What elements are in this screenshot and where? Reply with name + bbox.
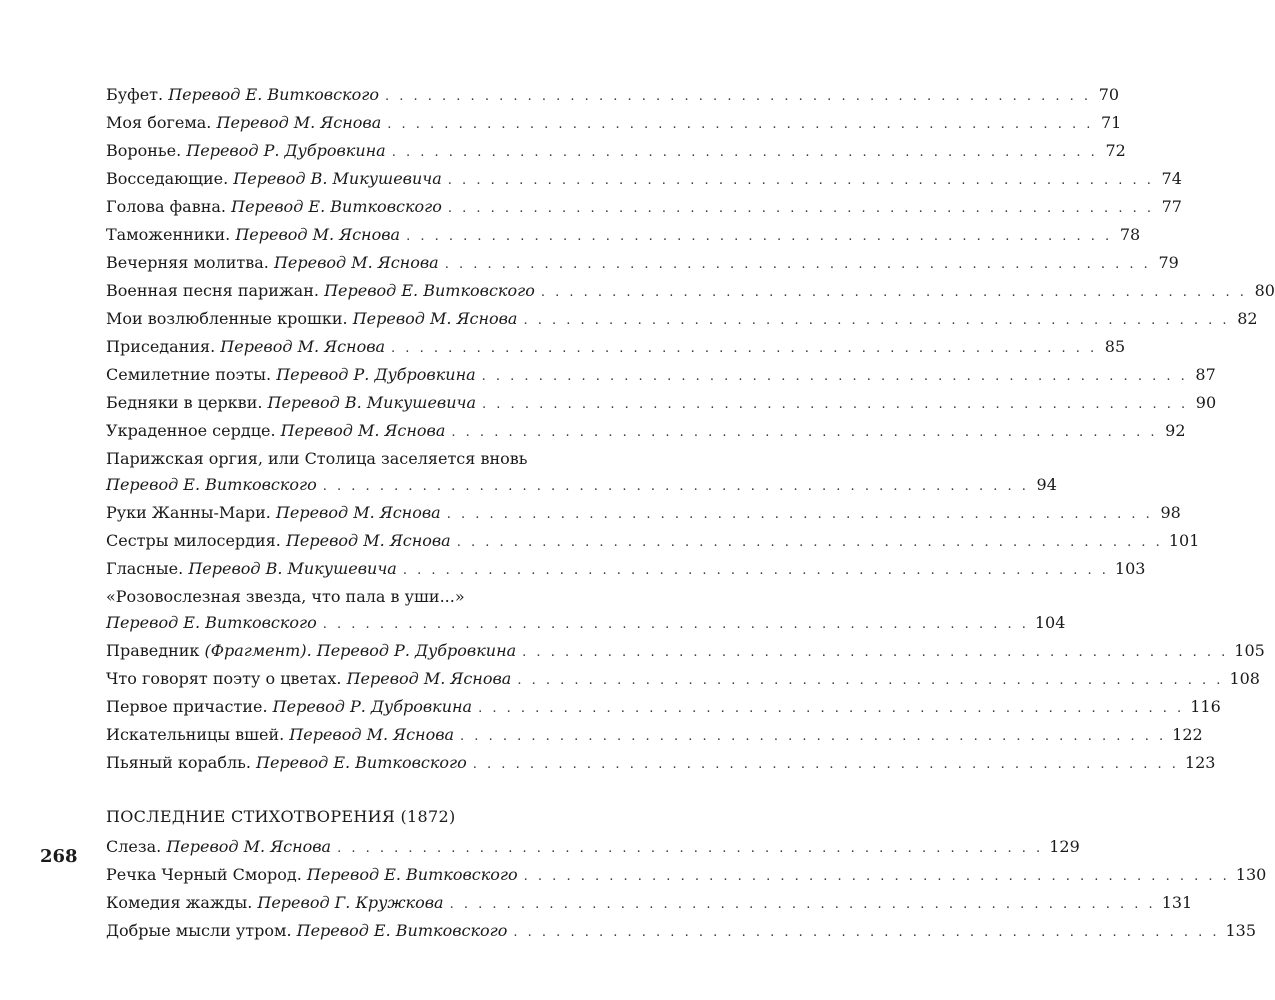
entry-page: 72 bbox=[1105, 141, 1126, 160]
entry-title: Мои возлюбленные крошки. bbox=[106, 309, 348, 328]
toc-entry bbox=[106, 278, 1275, 306]
page-number: 268 bbox=[40, 846, 78, 867]
entry-translator: Перевод М. Яснова bbox=[275, 503, 441, 522]
dot-leader: . . . . . . . . . . . . . . . . . . . . . . . . . . . . . . . . . . . . . . . . . . . . . . . . . . bbox=[522, 645, 1229, 660]
entry-title: Восседающие. bbox=[106, 169, 229, 188]
entry-translator: Перевод Г. Кружкова bbox=[257, 893, 444, 912]
dot-leader: . . . . . . . . . . . . . . . . . . . . . . . . . . . . . . . . . . . . . . . . . . . . . . . . . . bbox=[322, 617, 1029, 632]
entry-page: 90 bbox=[1195, 393, 1217, 412]
entry-title: Военная песня парижан. bbox=[106, 281, 319, 300]
entry-title: Буфет. bbox=[106, 85, 164, 104]
entry-row bbox=[106, 918, 1257, 946]
toc-entry bbox=[106, 306, 1258, 334]
dot-leader: . . . . . . . . . . . . . . . . . . . . . . . . . . . . . . . . . . . . . . . . . . . . . . . . . . bbox=[447, 173, 1154, 188]
entry-page: 79 bbox=[1158, 253, 1179, 272]
dot-leader: . . . . . . . . . . . . . . . . . . . . . . . . . . . . . . . . . . . . . . . . . . . . . . . . . . bbox=[513, 925, 1220, 940]
entry-title: Праведник bbox=[106, 641, 200, 660]
entry-page: 80 bbox=[1254, 281, 1275, 300]
toc-entry bbox=[106, 362, 1216, 390]
entry-row bbox=[106, 666, 1260, 694]
entry-row bbox=[106, 500, 1181, 528]
dot-leader: . . . . . . . . . . . . . . . . . . . . . . . . . . . . . . . . . . . . . . . . . . . . . . . . . . bbox=[387, 117, 1094, 132]
entry-translator: Перевод В. Микушевича bbox=[188, 559, 397, 578]
entry-title: Искательницы вшей. bbox=[106, 725, 285, 744]
entry-row bbox=[106, 362, 1216, 390]
entry-page: 101 bbox=[1168, 531, 1200, 550]
entry-page: 108 bbox=[1229, 669, 1260, 688]
dot-leader: . . . . . . . . . . . . . . . . . . . . . . . . . . . . . . . . . . . . . . . . . . . . . . . . . . bbox=[384, 89, 1092, 104]
entry-row bbox=[106, 722, 1203, 750]
entry-translator: Перевод М. Яснова bbox=[166, 837, 332, 856]
entry-row bbox=[106, 472, 1057, 500]
dot-leader: . . . . . . . . . . . . . . . . . . . . . . . . . . . . . . . . . . . . . . . . . . . . . . . . . . bbox=[460, 729, 1167, 744]
table-of-contents bbox=[106, 82, 1275, 946]
dot-leader: . . . . . . . . . . . . . . . . . . . . . . . . . . . . . . . . . . . . . . . . . . . . . . . . . . bbox=[322, 479, 1029, 494]
entry-title: Семилетние поэты. bbox=[106, 365, 272, 384]
entry-title: «Розовослезная звезда, что пала в уши...» bbox=[106, 587, 465, 606]
toc-entry bbox=[106, 194, 1182, 222]
entry-translator: Перевод Е. Витковского bbox=[324, 281, 535, 300]
dot-leader: . . . . . . . . . . . . . . . . . . . . . . . . . . . . . . . . . . . . . . . . . . . . . . . . . . bbox=[337, 841, 1044, 856]
entry-row bbox=[106, 250, 1179, 278]
entry-page: 105 bbox=[1234, 641, 1265, 660]
toc-entry bbox=[106, 918, 1257, 946]
dot-leader: . . . . . . . . . . . . . . . . . . . . . . . . . . . . . . . . . . . . . . . . . . . . . . . . . . bbox=[481, 369, 1188, 384]
entry-title: Бедняки в церкви. bbox=[106, 393, 263, 412]
entry-page: 74 bbox=[1161, 169, 1182, 188]
entry-translator: Перевод Е. Витковского bbox=[231, 197, 442, 216]
entry-page: 104 bbox=[1034, 613, 1066, 632]
entry-page: 78 bbox=[1119, 225, 1141, 244]
entry-translator: Перевод Е. Витковского bbox=[256, 753, 467, 772]
dot-leader: . . . . . . . . . . . . . . . . . . . . . . . . . . . . . . . . . . . . . . . . . . . . . . . . . . bbox=[406, 229, 1113, 244]
toc-entry bbox=[106, 138, 1126, 166]
entry-row bbox=[106, 528, 1200, 556]
toc-entry bbox=[106, 750, 1216, 778]
entry-page: 82 bbox=[1237, 309, 1258, 328]
entry-page: 103 bbox=[1114, 559, 1146, 578]
entry-row bbox=[106, 750, 1216, 778]
entry-title: Первое причастие. bbox=[106, 697, 268, 716]
entry-page: 130 bbox=[1235, 865, 1267, 884]
entry-page: 94 bbox=[1036, 475, 1057, 494]
entry-title: Моя богема. bbox=[106, 113, 212, 132]
entry-translator: Перевод М. Яснова bbox=[235, 225, 401, 244]
entry-translator: Перевод Е. Витковского bbox=[168, 85, 379, 104]
entry-row bbox=[106, 334, 1126, 362]
entry-translator: Перевод Е. Витковского bbox=[296, 921, 508, 940]
dot-leader: . . . . . . . . . . . . . . . . . . . . . . . . . . . . . . . . . . . . . . . . . . . . . . . . . . bbox=[451, 425, 1158, 440]
entry-row bbox=[106, 222, 1141, 250]
entry-page: 85 bbox=[1104, 337, 1126, 356]
entry-title: Комедия жажды. bbox=[106, 893, 253, 912]
toc-entry bbox=[106, 446, 1057, 500]
dot-leader: . . . . . . . . . . . . . . . . . . . . . . . . . . . . . . . . . . . . . . . . . . . . . . . . . . bbox=[444, 257, 1151, 272]
entry-title: Руки Жанны-Мари. bbox=[106, 503, 271, 522]
toc-entry bbox=[106, 890, 1193, 918]
entry-row bbox=[106, 138, 1126, 166]
dot-leader: . . . . . . . . . . . . . . . . . . . . . . . . . . . . . . . . . . . . . . . . . . . . . . . . . . bbox=[391, 341, 1098, 356]
entry-title: Парижская оргия, или Столица заселяется вновь bbox=[106, 449, 528, 468]
entry-page: 129 bbox=[1049, 837, 1080, 856]
entry-row bbox=[106, 390, 1217, 418]
entry-row bbox=[106, 694, 1221, 722]
entry-title: Украденное сердце. bbox=[106, 421, 276, 440]
entry-page: 77 bbox=[1161, 197, 1182, 216]
entry-page: 71 bbox=[1101, 113, 1122, 132]
toc-entry bbox=[106, 638, 1265, 666]
entry-title: Что говорят поэту о цветах. bbox=[106, 669, 342, 688]
entry-row bbox=[106, 306, 1258, 334]
entry-translator: Перевод М. Яснова bbox=[352, 309, 518, 328]
toc-entry bbox=[106, 500, 1181, 528]
entry-title: Сестры милосердия. bbox=[106, 531, 281, 550]
entry-page: 123 bbox=[1184, 753, 1216, 772]
toc-entry bbox=[106, 82, 1120, 110]
dot-leader: . . . . . . . . . . . . . . . . . . . . . . . . . . . . . . . . . . . . . . . . . . . . . . . . . . bbox=[523, 313, 1230, 328]
entry-page: 122 bbox=[1172, 725, 1203, 744]
entry-subtitle: (Фрагмент). bbox=[204, 641, 312, 660]
entry-title: Гласные. bbox=[106, 559, 184, 578]
entry-translator: Перевод М. Яснова bbox=[289, 725, 455, 744]
toc-entry bbox=[106, 556, 1146, 584]
dot-leader: . . . . . . . . . . . . . . . . . . . . . . . . . . . . . . . . . . . . . . . . . . . . . . . . . . bbox=[447, 201, 1154, 216]
entry-translator: Перевод М. Яснова bbox=[285, 531, 451, 550]
dot-leader: . . . . . . . . . . . . . . . . . . . . . . . . . . . . . . . . . . . . . . . . . . . . . . . . . . bbox=[482, 397, 1189, 412]
entry-title: Речка Черный Смород. bbox=[106, 865, 302, 884]
dot-leader: . . . . . . . . . . . . . . . . . . . . . . . . . . . . . . . . . . . . . . . . . . . . . . . . . . bbox=[523, 869, 1230, 884]
entry-row bbox=[106, 166, 1182, 194]
toc-entry bbox=[106, 528, 1200, 556]
entry-page: 135 bbox=[1225, 921, 1257, 940]
toc-entry bbox=[106, 334, 1126, 362]
toc-entry bbox=[106, 834, 1080, 862]
entry-translator: Перевод В. Микушевича bbox=[267, 393, 477, 412]
entry-page: 131 bbox=[1161, 893, 1193, 912]
entry-page: 98 bbox=[1160, 503, 1181, 522]
entry-translator: Перевод М. Яснова bbox=[220, 337, 386, 356]
entry-translator: Перевод М. Яснова bbox=[346, 669, 512, 688]
toc-entry bbox=[106, 390, 1217, 418]
toc-entry bbox=[106, 222, 1141, 250]
entry-translator: Перевод В. Микушевича bbox=[233, 169, 442, 188]
entry-page: 116 bbox=[1190, 697, 1221, 716]
entry-translator: Перевод Е. Витковского bbox=[306, 865, 518, 884]
entry-page: 92 bbox=[1165, 421, 1186, 440]
toc-section-1 bbox=[106, 82, 1275, 778]
entry-translator: Перевод Р. Дубровкина bbox=[272, 697, 473, 716]
toc-entry bbox=[106, 722, 1203, 750]
toc-entry bbox=[106, 694, 1221, 722]
entry-row bbox=[106, 638, 1265, 666]
toc-entry bbox=[106, 862, 1267, 890]
toc-section-2 bbox=[106, 834, 1267, 946]
toc-entry bbox=[106, 110, 1122, 138]
entry-row bbox=[106, 82, 1120, 110]
entry-title: Приседания. bbox=[106, 337, 216, 356]
entry-translator: Перевод Р. Дубровкина bbox=[186, 141, 386, 160]
entry-title: Вечерняя молитва. bbox=[106, 253, 269, 272]
dot-leader: . . . . . . . . . . . . . . . . . . . . . . . . . . . . . . . . . . . . . . . . . . . . . . . . . . bbox=[478, 701, 1185, 716]
entry-title: Таможенники. bbox=[106, 225, 231, 244]
entry-row bbox=[106, 556, 1146, 584]
entry-row bbox=[106, 194, 1182, 222]
entry-translator: Перевод Е. Витковского bbox=[106, 613, 317, 632]
entry-page: 87 bbox=[1195, 365, 1216, 384]
entry-title: Добрые мысли утром. bbox=[106, 921, 292, 940]
dot-leader: . . . . . . . . . . . . . . . . . . . . . . . . . . . . . . . . . . . . . . . . . . . . . . . . . . bbox=[402, 563, 1109, 578]
entry-title: Пьяный корабль. bbox=[106, 753, 251, 772]
toc-entry bbox=[106, 418, 1186, 446]
entry-row bbox=[106, 278, 1275, 306]
toc-entry bbox=[106, 166, 1182, 194]
dot-leader: . . . . . . . . . . . . . . . . . . . . . . . . . . . . . . . . . . . . . . . . . . . . . . . . . . bbox=[517, 673, 1224, 688]
entry-row bbox=[106, 418, 1186, 446]
toc-entry bbox=[106, 250, 1179, 278]
entry-row bbox=[106, 110, 1122, 138]
dot-leader: . . . . . . . . . . . . . . . . . . . . . . . . . . . . . . . . . . . . . . . . . . . . . . . . . . bbox=[449, 897, 1156, 912]
entry-row bbox=[106, 834, 1080, 862]
toc-entry bbox=[106, 666, 1260, 694]
entry-title: Голова фавна. bbox=[106, 197, 227, 216]
entry-row bbox=[106, 610, 1066, 638]
entry-row bbox=[106, 890, 1193, 918]
entry-row bbox=[106, 862, 1267, 890]
toc-entry bbox=[106, 584, 1066, 638]
dot-leader: . . . . . . . . . . . . . . . . . . . . . . . . . . . . . . . . . . . . . . . . . . . . . . . . . . bbox=[456, 535, 1163, 550]
entry-translator: Перевод Е. Витковского bbox=[106, 475, 317, 494]
dot-leader: . . . . . . . . . . . . . . . . . . . . . . . . . . . . . . . . . . . . . . . . . . . . . . . . . . bbox=[391, 145, 1098, 160]
entry-translator: Перевод Р. Дубровкина bbox=[276, 365, 476, 384]
entry-translator: Перевод М. Яснова bbox=[280, 421, 446, 440]
entry-translator: Перевод Р. Дубровкина bbox=[316, 641, 517, 660]
entry-translator: Перевод М. Яснова bbox=[273, 253, 439, 272]
section-heading: ПОСЛЕДНИЕ СТИХОТВОРЕНИЯ (1872) bbox=[106, 807, 456, 826]
dot-leader: . . . . . . . . . . . . . . . . . . . . . . . . . . . . . . . . . . . . . . . . . . . . . . . . . . bbox=[446, 507, 1153, 522]
entry-page: 70 bbox=[1098, 85, 1120, 104]
entry-title: Слеза. bbox=[106, 837, 162, 856]
entry-translator: Перевод М. Яснова bbox=[216, 113, 382, 132]
entry-title: Воронье. bbox=[106, 141, 182, 160]
dot-leader: . . . . . . . . . . . . . . . . . . . . . . . . . . . . . . . . . . . . . . . . . . . . . . . . . . bbox=[472, 757, 1179, 772]
dot-leader: . . . . . . . . . . . . . . . . . . . . . . . . . . . . . . . . . . . . . . . . . . . . . . . . . . bbox=[540, 285, 1247, 300]
